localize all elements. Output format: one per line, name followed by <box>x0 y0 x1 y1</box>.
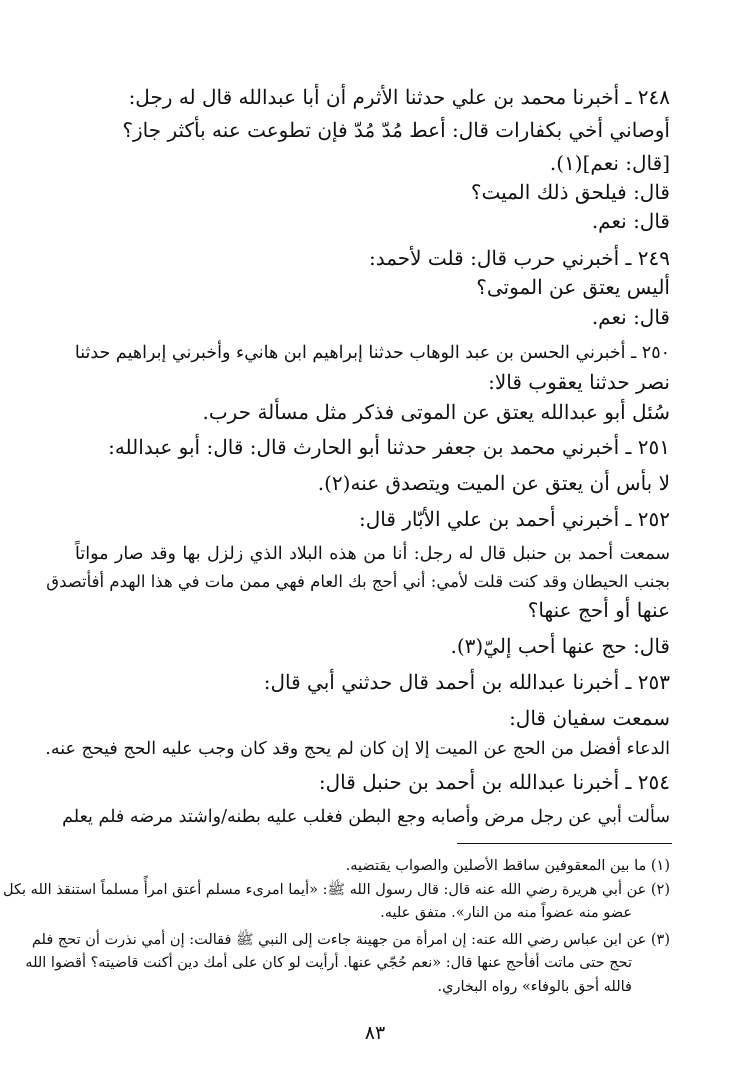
text-line: ٢٤٩ ـ أخبرني حرب قال: قلت لأحمد: <box>368 246 670 270</box>
text-line: ٢٥٠ ـ أخبرني الحسن بن عبد الوهاب حدثنا إبراهيم ابن هانيء وأخبرني إبراهيم حدثنا <box>74 343 670 363</box>
text-line: [قال: نعم](١). <box>549 151 670 175</box>
footnote-line: تحج حتى ماتت أفأحج عنها قال: «نعم حُجّي عنها. أرأيت لو كان على أمك دين أكنت قاضيته؟ أقضوا الله <box>25 955 632 971</box>
text-line: بجنب الحيطان وقد كنت قلت لأمي: أني أحج بك العام فهي ممن مات في هذا الهدم أفأتصدق <box>46 572 670 591</box>
text-line: أليس يعتق عن الموتى؟ <box>476 275 670 299</box>
text-line: ٢٥٤ ـ أخبرنا عبدالله بن أحمد بن حنبل قال: <box>318 770 670 794</box>
footnote-line: فالله أحق بالوفاء» رواه البخاري. <box>437 979 632 995</box>
footnote-line: (٣) عن ابن عباس رضي الله عنه: إن امرأة من جهينة جاءت إلى النبي ﷺ فقالت: إن أمي نذرت أن تحج فلم <box>31 932 670 948</box>
text-line: أوصاني أخي بكفارات قال: أعط مُدّ مُدّ فإن تطوعت عنه بأكثر جاز؟ <box>122 118 670 142</box>
footnote-line: (٢) عن أبي هريرة رضي الله عنه قال: قال رسول الله ﷺ: «أيما امرىء مسلم أعتق امرأً مسلماً استنقذ الله بكل <box>3 882 670 898</box>
footnote-line: عضو منه عضواً منه من النار». متفق عليه. <box>380 905 632 921</box>
text-line: قال: فيلحق ذلك الميت؟ <box>470 180 670 204</box>
text-line: ٢٥٢ ـ أخبرني أحمد بن علي الأبّار قال: <box>358 507 670 531</box>
text-line: قال: نعم. <box>591 209 670 233</box>
text-line: قال: نعم. <box>591 305 670 329</box>
text-line: ٢٤٨ ـ أخبرنا محمد بن علي حدثنا الأثرم أن أبا عبدالله قال له رجل: <box>128 85 670 109</box>
text-line: سُئل أبو عبدالله يعتق عن الموتى فذكر مثل مسألة حرب. <box>202 400 670 424</box>
text-line: الدعاء أفضل من الحج عن الميت إلا إن كان لم يحج وقد كان وجب عليه الحج فيحج عنه. <box>45 739 670 759</box>
footnote-separator <box>457 843 672 844</box>
footnote-line: (١) ما بين المعقوفين ساقط الأصلين والصواب يقتضيه. <box>345 858 670 874</box>
text-line: سمعت أحمد بن حنبل قال له رجل: أنا من هذه البلاد الذي زلزل بها وقد صار مواتاً <box>75 544 670 564</box>
text-line: سألت أبي عن رجل مرض وأصابه وجع البطن فغلب عليه بطنه/واشتد مرضه فلم يعلم <box>62 807 670 827</box>
text-line: عنها أو أحج عنها؟ <box>527 598 670 622</box>
text-line: سمعت سفيان قال: <box>509 706 670 730</box>
text-line: نصر حدثنا يعقوب قالا: <box>488 370 670 394</box>
text-line: قال: حج عنها أحب إليّ(٣). <box>450 634 670 658</box>
page-number: ٨٣ <box>364 1022 386 1044</box>
text-line: لا بأس أن يعتق عن الميت ويتصدق عنه(٢). <box>317 471 670 495</box>
text-line: ٢٥١ ـ أخبرني محمد بن جعفر حدثنا أبو الحارث قال: قال: أبو عبدالله: <box>108 435 670 459</box>
text-line: ٢٥٣ ـ أخبرنا عبدالله بن أحمد قال حدثني أبي قال: <box>263 670 670 694</box>
